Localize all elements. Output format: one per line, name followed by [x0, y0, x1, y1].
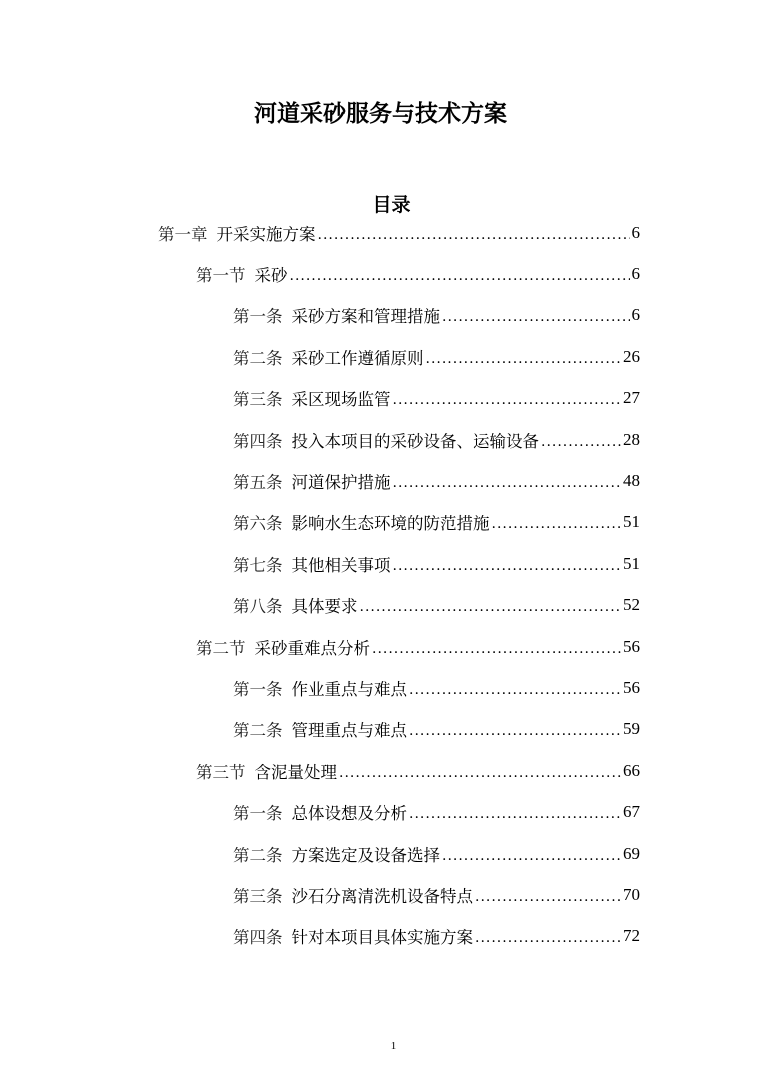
dot-leader — [393, 475, 622, 491]
dot-leader — [372, 641, 621, 657]
toc-entry[interactable] — [0, 336, 761, 377]
toc-entry[interactable] — [0, 709, 761, 750]
toc-entry-title: 开采实施方案 — [216, 224, 316, 244]
toc-entry-page: 66 — [623, 760, 640, 780]
toc-entry-number: 第六条 — [233, 514, 283, 534]
toc-entry[interactable] — [0, 626, 761, 667]
toc-entry-title: 针对本项目具体实施方案 — [291, 928, 473, 948]
toc-entry-title: 方案选定及设备选择 — [291, 845, 440, 865]
toc-entry-title: 管理重点与难点 — [291, 721, 407, 741]
toc-entry[interactable] — [0, 378, 761, 419]
table-of-contents — [0, 212, 761, 957]
toc-entry-page: 70 — [623, 884, 640, 904]
toc-entry-number: 第四条 — [233, 431, 283, 451]
toc-entry-number: 第三条 — [233, 390, 283, 410]
toc-entry-number: 第八条 — [233, 597, 283, 617]
toc-entry-number: 第二条 — [233, 721, 283, 741]
toc-entry-number: 第一章 — [158, 224, 208, 244]
dot-leader — [442, 309, 630, 325]
toc-entry[interactable] — [0, 585, 761, 626]
toc-entry-page: 72 — [623, 926, 640, 946]
toc-entry[interactable] — [0, 419, 761, 460]
toc-entry-number: 第五条 — [233, 473, 283, 493]
dot-leader — [318, 227, 630, 243]
toc-entry-title: 沙石分离清洗机设备特点 — [291, 886, 473, 906]
toc-entry-title: 作业重点与难点 — [291, 679, 407, 699]
document-title: 河道采砂服务与技术方案 — [254, 101, 507, 127]
page-number: 1 — [390, 1040, 397, 1052]
dot-leader — [409, 806, 621, 822]
toc-entry-title: 总体设想及分析 — [291, 804, 407, 824]
dot-leader — [475, 889, 621, 905]
toc-entry[interactable] — [0, 460, 761, 501]
toc-entry-page: 6 — [631, 264, 640, 284]
toc-entry-number: 第一条 — [233, 804, 283, 824]
toc-entry[interactable] — [0, 791, 761, 832]
toc-entry-page: 26 — [623, 346, 640, 366]
toc-entry-title: 具体要求 — [291, 597, 358, 617]
toc-entry-page: 59 — [623, 719, 640, 739]
toc-entry-title: 采砂方案和管理措施 — [291, 307, 440, 327]
toc-entry-title: 采砂重难点分析 — [254, 638, 370, 658]
dot-leader — [442, 848, 621, 864]
toc-entry[interactable] — [0, 750, 761, 791]
toc-entry-page: 51 — [623, 512, 640, 532]
toc-entry[interactable] — [0, 543, 761, 584]
toc-entry-page: 56 — [623, 636, 640, 656]
toc-entry[interactable] — [0, 253, 761, 294]
toc-entry-title: 采砂工作遵循原则 — [291, 348, 424, 368]
dot-leader — [290, 268, 630, 284]
dot-leader — [426, 351, 622, 367]
dot-leader — [475, 930, 621, 946]
dot-leader — [409, 723, 621, 739]
toc-entry-number: 第二条 — [233, 845, 283, 865]
toc-entry[interactable] — [0, 295, 761, 336]
dot-leader — [393, 392, 622, 408]
toc-entry-title: 含泥量处理 — [254, 762, 337, 782]
toc-entry-number: 第二条 — [233, 348, 283, 368]
toc-entry[interactable] — [0, 502, 761, 543]
toc-entry-number: 第七条 — [233, 555, 283, 575]
toc-entry-number: 第四条 — [233, 928, 283, 948]
toc-entry-page: 69 — [623, 843, 640, 863]
toc-entry[interactable] — [0, 833, 761, 874]
toc-entry-page: 52 — [623, 595, 640, 615]
toc-entry-number: 第一条 — [233, 679, 283, 699]
dot-leader — [339, 765, 621, 781]
toc-entry-page: 6 — [631, 305, 640, 325]
toc-entry-page: 48 — [623, 471, 640, 491]
toc-entry-title: 采区现场监管 — [291, 390, 391, 410]
toc-entry-page: 28 — [623, 429, 640, 449]
toc-entry-page: 51 — [623, 553, 640, 573]
dot-leader — [492, 516, 622, 532]
dot-leader — [541, 434, 621, 450]
toc-entry-title: 投入本项目的采砂设备、运输设备 — [291, 431, 539, 451]
toc-entry-title: 采砂 — [254, 266, 288, 286]
toc-entry-number: 第一节 — [196, 266, 246, 286]
dot-leader — [409, 682, 621, 698]
toc-entry[interactable] — [0, 874, 761, 915]
toc-entry-title: 其他相关事项 — [291, 555, 391, 575]
toc-entry-number: 第三节 — [196, 762, 246, 782]
toc-entry-title: 河道保护措施 — [291, 473, 391, 493]
dot-leader — [393, 558, 622, 574]
toc-entry-page: 56 — [623, 677, 640, 697]
toc-entry-number: 第一条 — [233, 307, 283, 327]
toc-entry-number: 第二节 — [196, 638, 246, 658]
toc-entry-page: 6 — [631, 222, 640, 242]
toc-heading: 目录 — [372, 194, 411, 216]
toc-entry-number: 第三条 — [233, 886, 283, 906]
toc-entry[interactable] — [0, 667, 761, 708]
dot-leader — [360, 599, 622, 615]
toc-entry-page: 27 — [623, 388, 640, 408]
toc-entry-title: 影响水生态环境的防范措施 — [291, 514, 490, 534]
toc-entry-page: 67 — [623, 802, 640, 822]
toc-entry[interactable] — [0, 916, 761, 957]
toc-entry[interactable] — [0, 212, 761, 253]
